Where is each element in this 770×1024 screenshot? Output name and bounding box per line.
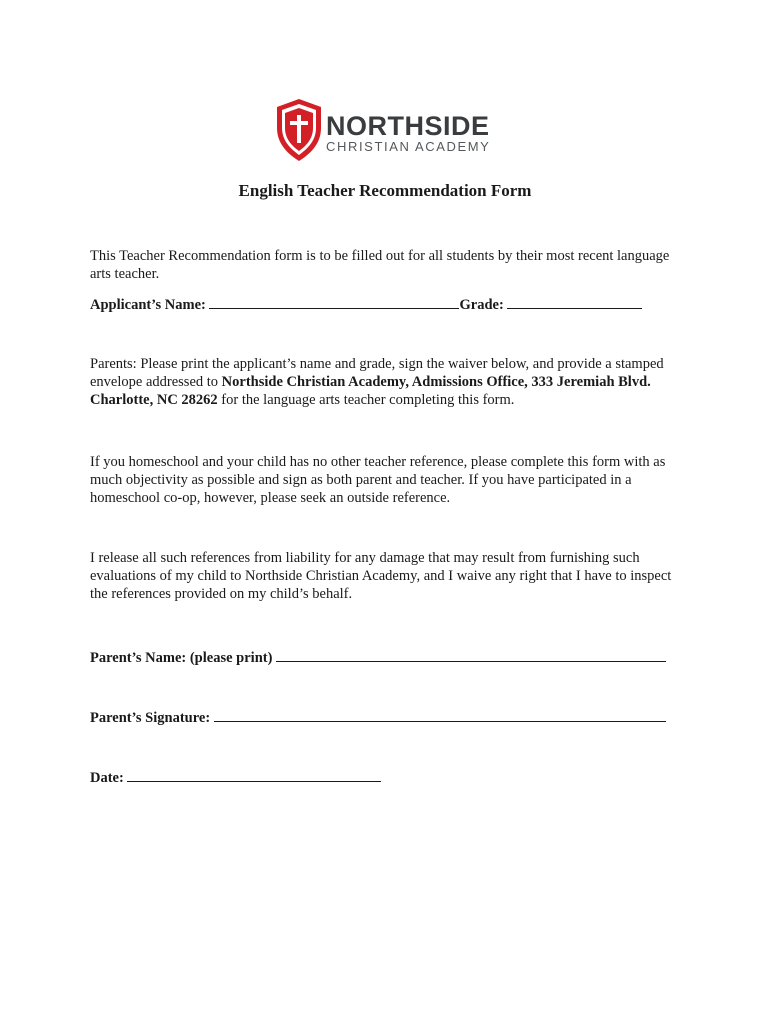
homeschool-paragraph: If you homeschool and your child has no other teacher reference, please complete this form with as much objectivity as possible and sign as both parent and teacher. If you have participated in a homeschool co-op, however, please seek an outside reference. (90, 454, 666, 506)
shield-cross-icon (276, 98, 322, 162)
parent-name-label: Parent’s Name: (please print) (90, 650, 273, 666)
date-field[interactable] (127, 767, 381, 782)
parent-signature-label: Parent’s Signature: (90, 710, 211, 726)
form-title: English Teacher Recommendation Form (238, 181, 532, 200)
grade-label: Grade: (459, 297, 504, 313)
parent-signature-row (90, 707, 666, 727)
parents-instructions-paragraph (90, 355, 690, 409)
applicant-name-label: Applicant’s Name: (90, 297, 206, 313)
instructions-text: Parents: Please print the applicant’s name and grade, sign the waiver below, and provide a stamped envelope addressed to (90, 356, 664, 390)
logo-name: NORTHSIDE (326, 111, 490, 141)
intro-paragraph: This Teacher Recommendation form is to be filled out for all students by their most recent language arts teacher. (90, 248, 670, 282)
instructions-text-end: for the language arts teacher completing this form. (217, 392, 515, 408)
school-logo (276, 98, 506, 162)
applicant-name-field[interactable] (209, 294, 459, 309)
date-row (90, 767, 381, 787)
parent-name-row (90, 647, 666, 667)
parent-signature-field[interactable] (214, 707, 666, 722)
admissions-address: Northside Christian Academy, Admissions Office, 333 Jeremiah Blvd. Charlotte, NC 28262 (90, 374, 651, 408)
release-paragraph: I release all such references from liability for any damage that may result from furnishing such evaluations of my child to Northside Christian Academy, and I waive any right that I have to inspect the references provided on my child’s behalf. (90, 550, 672, 602)
parent-name-field[interactable] (276, 647, 666, 662)
applicant-grade-row (90, 294, 642, 314)
date-label: Date: (90, 770, 124, 786)
logo-subtitle: CHRISTIAN ACADEMY (326, 139, 491, 154)
grade-field[interactable] (507, 294, 642, 309)
